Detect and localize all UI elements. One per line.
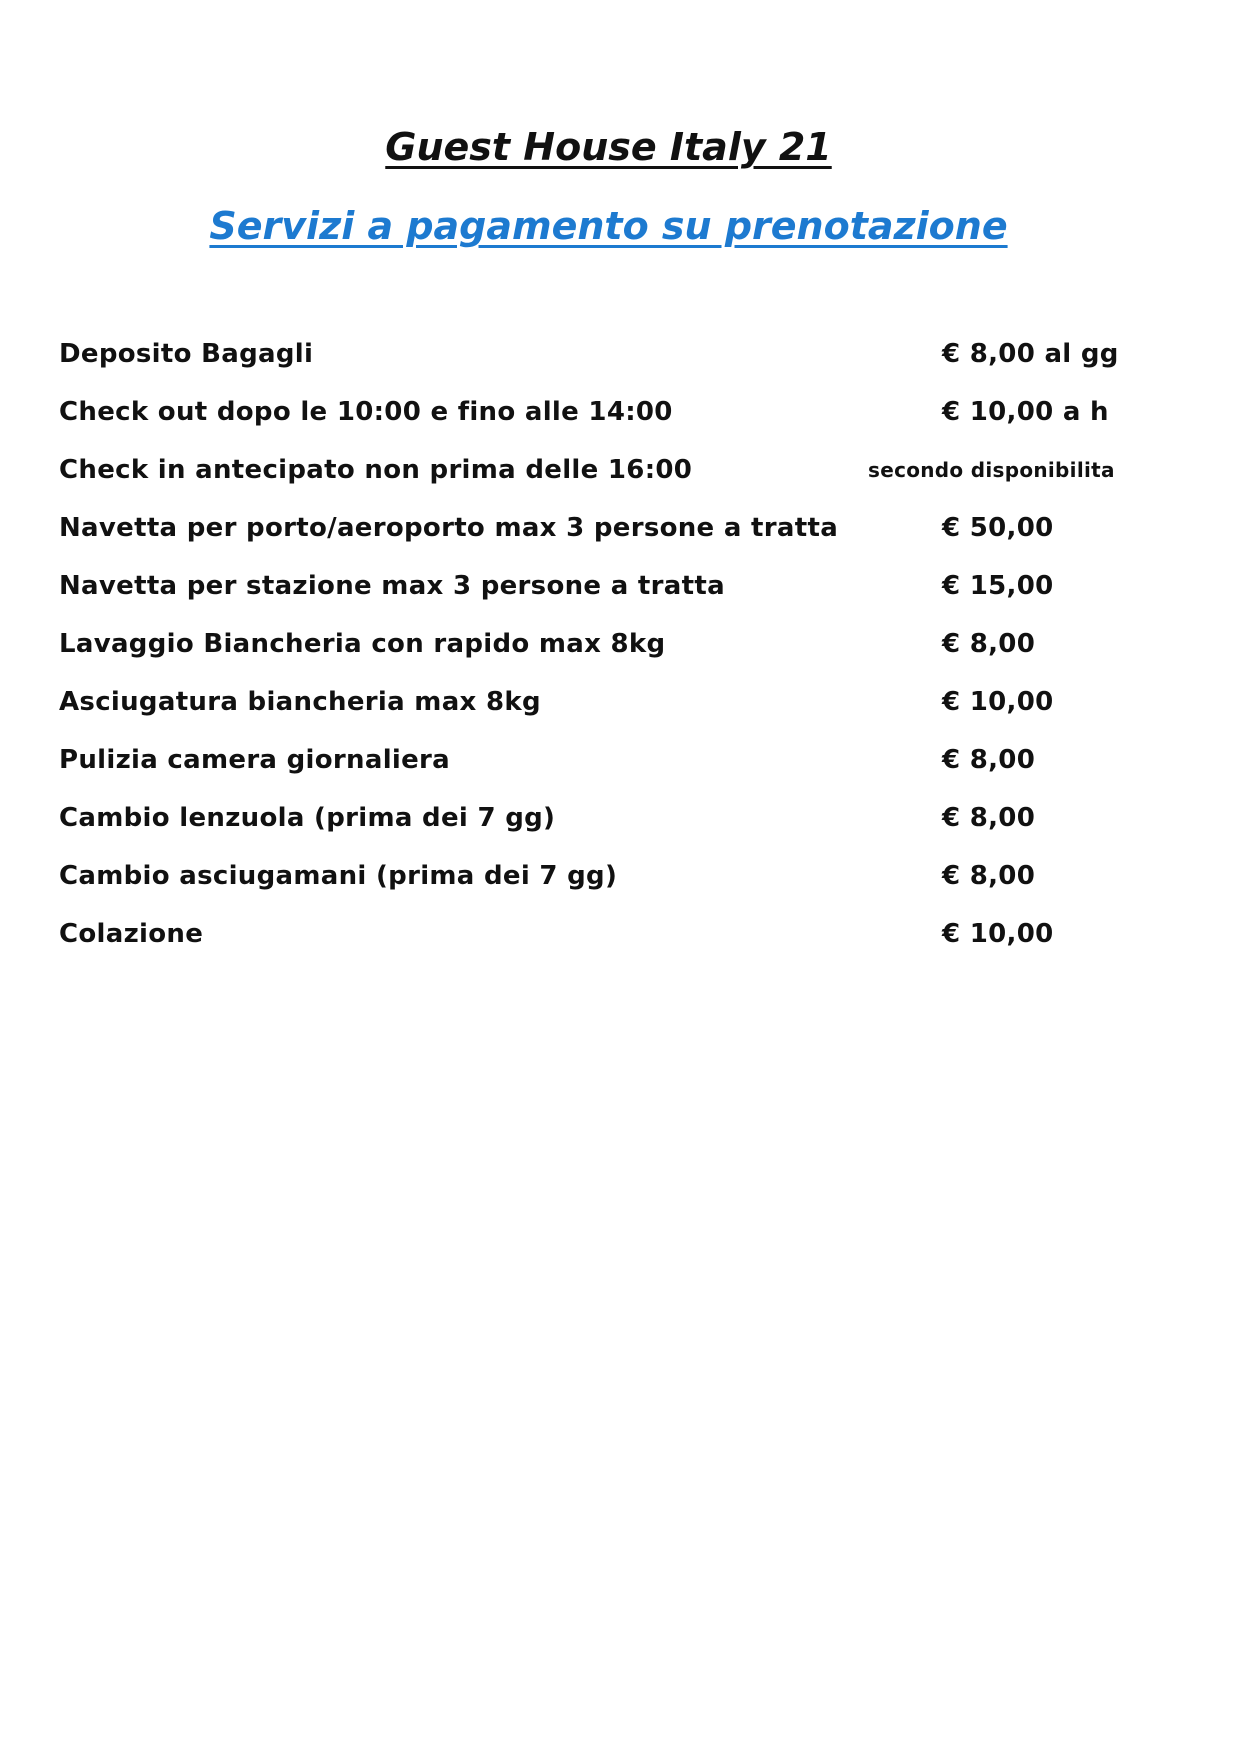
service-price: € 8,00 <box>942 629 1036 659</box>
service-row <box>0 448 1239 506</box>
page-subtitle-text: Servizi a pagamento su prenotazione <box>209 204 1008 248</box>
service-price: € 8,00 <box>942 745 1036 775</box>
services-list <box>0 332 1239 970</box>
service-label: Asciugatura biancheria max 8kg <box>59 687 541 717</box>
service-label: Lavaggio Biancheria con rapido max 8kg <box>59 629 666 659</box>
service-row <box>0 622 1239 680</box>
service-row <box>0 332 1239 390</box>
service-row <box>0 738 1239 796</box>
service-label: Cambio asciugamani (prima dei 7 gg) <box>59 861 618 891</box>
service-label: Navetta per stazione max 3 persone a tratta <box>59 571 725 601</box>
service-row <box>0 854 1239 912</box>
service-row <box>0 912 1239 970</box>
service-label: Cambio lenzuola (prima dei 7 gg) <box>59 803 556 833</box>
page-title-text: Guest House Italy 21 <box>385 125 832 169</box>
page-title <box>0 122 1217 172</box>
service-price: € 10,00 <box>942 919 1054 949</box>
service-price: € 8,00 <box>942 803 1036 833</box>
service-row <box>0 564 1239 622</box>
service-row <box>0 680 1239 738</box>
service-label: Navetta per porto/aeroporto max 3 persone a tratta <box>59 513 839 543</box>
service-row <box>0 796 1239 854</box>
service-price: secondo disponibilita <box>868 458 1115 482</box>
service-price: € 8,00 al gg <box>942 339 1119 369</box>
service-label: Deposito Bagagli <box>59 339 314 369</box>
service-label: Check out dopo le 10:00 e fino alle 14:00 <box>59 397 673 427</box>
service-row <box>0 506 1239 564</box>
service-label: Check in antecipato non prima delle 16:00 <box>59 455 693 485</box>
page-subtitle <box>0 201 1217 251</box>
service-price: € 15,00 <box>942 571 1054 601</box>
service-price: € 50,00 <box>942 513 1054 543</box>
service-price: € 8,00 <box>942 861 1036 891</box>
service-price: € 10,00 a h <box>942 397 1109 427</box>
service-price: € 10,00 <box>942 687 1054 717</box>
service-row <box>0 390 1239 448</box>
service-label: Colazione <box>59 919 204 949</box>
service-label: Pulizia camera giornaliera <box>59 745 451 775</box>
